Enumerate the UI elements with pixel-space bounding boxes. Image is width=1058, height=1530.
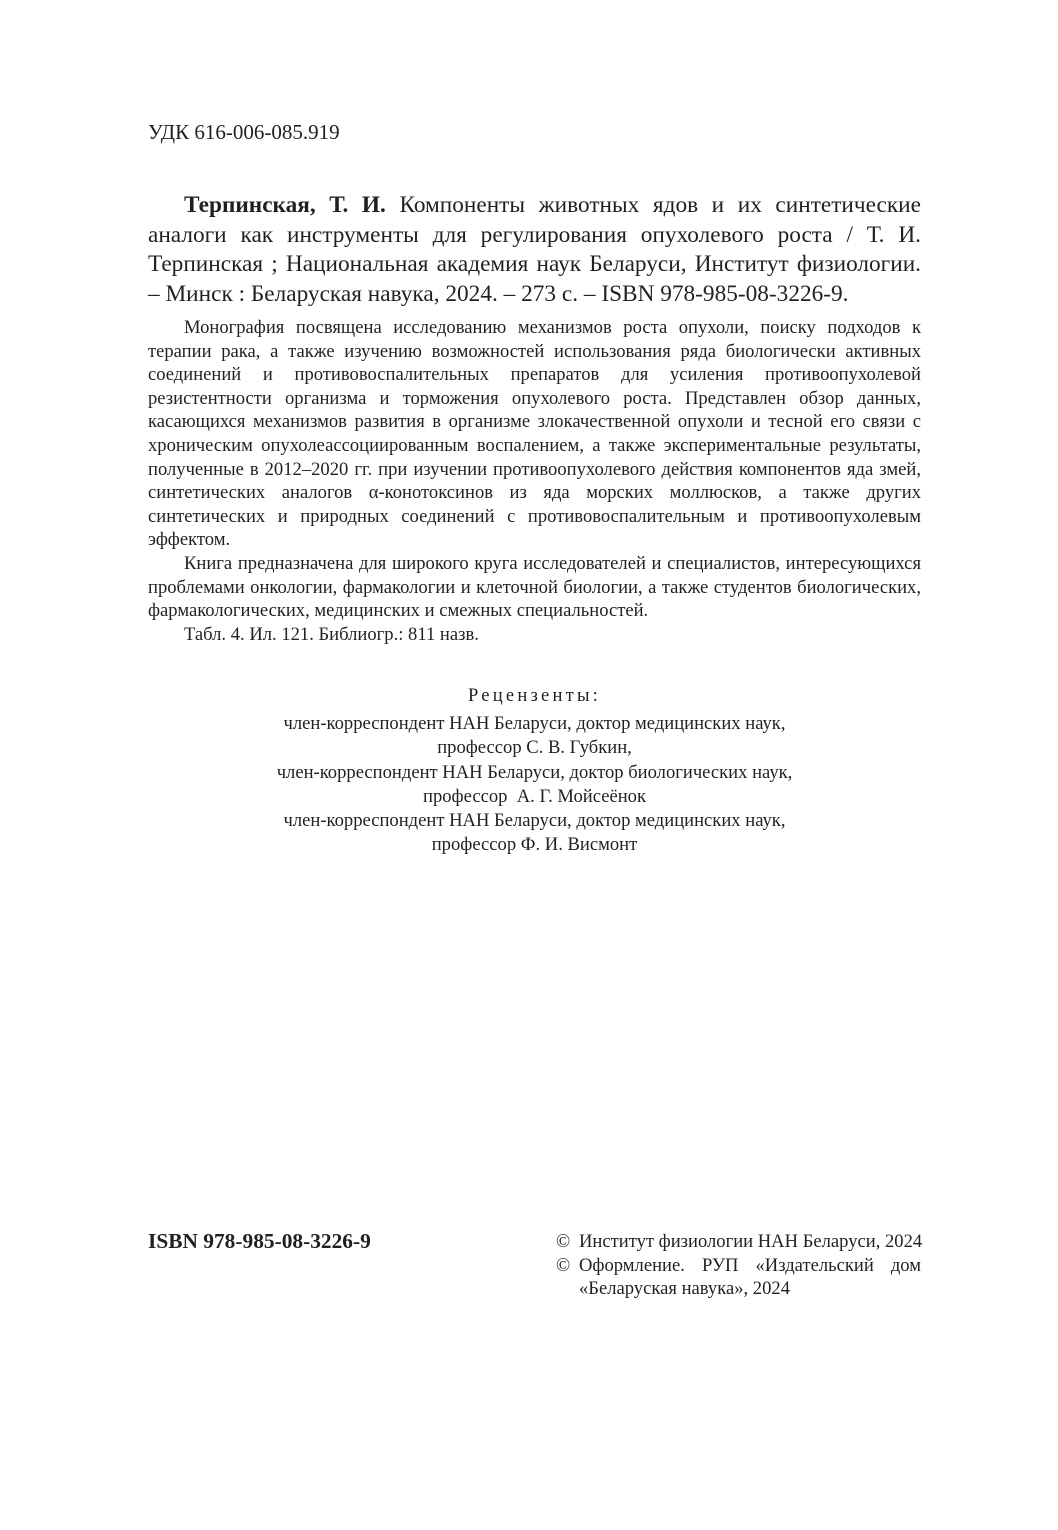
annotation-paragraph: Монография посвящена исследованию механизмов роста опухоли, поиску подходов к терапии рака, а также изучению возможностей использования ряда биологически активных соединений и противовоспалительных препаратов для усиления противоопухолевой резистентности организма и торможения опухолевого роста. Представлен обзор данных, касающихся механизмов развития в организме злокачественной опухоли и тесной его связи с хроническим опухолеассоциированным воспалением, а также экспериментальные результаты, полученные в 2012–2020 гг. при изучении противоопухолевого действия компонентов яда змей, синтетических аналогов α-конотоксинов из яда морских моллюсков, а также других синтетических и природных соединений с противовоспалительным и противоопухолевым эффектом. [148,317,921,551]
isbn: ISBN 978-985-08-3226-9 [148,1229,371,1253]
annotation-stats: Табл. 4. Ил. 121. Библиогр.: 811 назв. [184,623,479,645]
annotation-paragraph: Книга предназначена для широкого круга исследователей и специалистов, интересующихся проблемами онкологии, фармакологии и клеточной биологии, а также студентов биологических, фармакологических, медицинских и смежных специальностей. [148,552,921,622]
copyright-text: Оформление. РУП «Издательский дом «Беларуская навука», 2024 [579,1254,921,1300]
copyright-entry [556,1230,921,1254]
copyright-text: Институт физиологии НАН Беларуси, 2024 [579,1231,923,1252]
reviewer-line: профессор Ф. И. Висмонт [431,834,638,856]
bibliographic-citation [148,191,921,309]
copyright-icon: © [556,1254,571,1276]
reviewer-line: член-корреспондент НАН Беларуси, доктор медицинских наук, [283,810,786,832]
reviewer-line: профессор А. Г. Мойсеёнок [423,785,646,807]
reviewer-line: член-корреспондент НАН Беларуси, доктор медицинских наук, [283,713,786,735]
udk-classification: УДК 616-006-085.919 [148,120,340,144]
citation-text: Компоненты животных ядов и их синтетические аналоги как инструменты для регулирования опухолевого роста / Т. И. Терпинская ; Национальная академия наук Беларуси, Институт физиологии. – Минск : Беларуская навука, 2024. – 273 с. – ISBN 978-985-08-3226-9. [148,192,921,307]
citation-author: Терпинская, Т. И. [184,192,386,218]
copyright-notices [556,1230,921,1301]
reviewer-line: член-корреспондент НАН Беларуси, доктор биологических наук, [276,761,793,783]
copyright-icon: © [556,1231,571,1252]
reviewers-heading: Рецензенты: [467,685,602,706]
reviewer-line: профессор С. В. Губкин, [437,737,632,759]
annotation [148,316,921,646]
reviewers-block [148,684,921,857]
copyright-entry [556,1254,921,1301]
